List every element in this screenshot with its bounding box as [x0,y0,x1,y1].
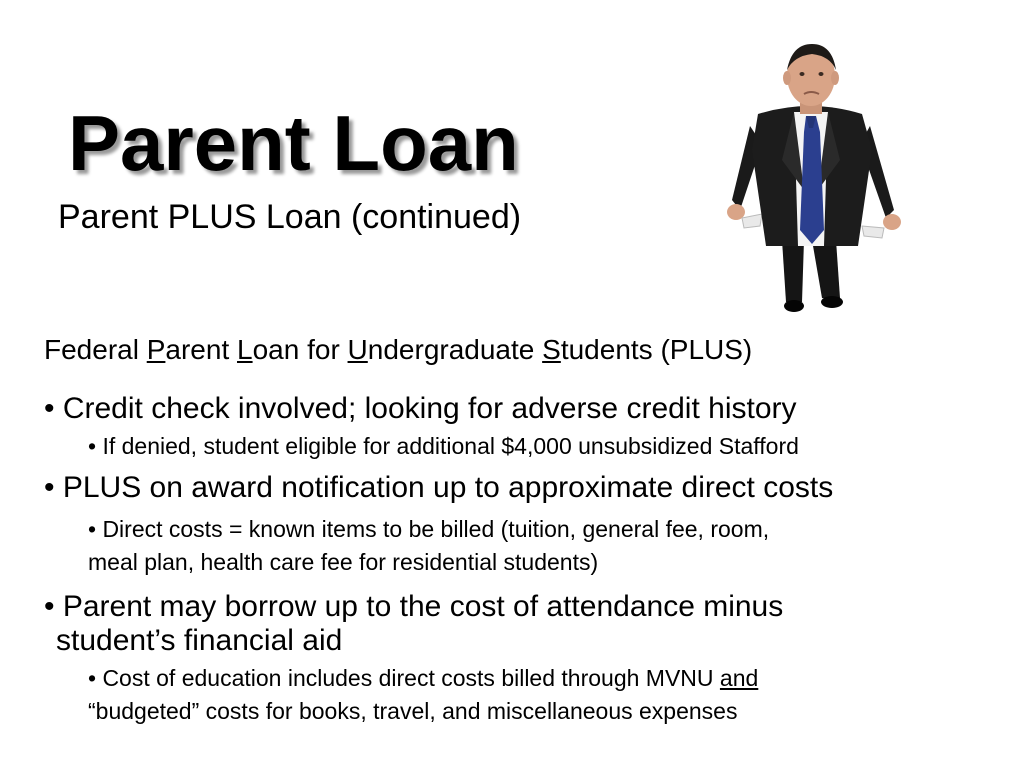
heading-letter-u: U [347,334,368,365]
sub-bullet-line: meal plan, health care fee for residential students) [88,549,599,575]
sub-bullet-text: • Cost of education includes direct costs billed through MVNU [88,665,720,691]
sub-bullet-denied: • If denied, student eligible for additional $4,000 unsubsidized Stafford [88,433,799,459]
bullet-credit-check: • Credit check involved; looking for adverse credit history [44,392,797,425]
bullet-plus-award: • PLUS on award notification up to approximate direct costs [44,471,834,504]
slide-subtitle: Parent PLUS Loan (continued) [58,198,522,236]
bullet-line: • Parent may borrow up to the cost of attendance minus [44,590,784,623]
sub-bullet-line: “budgeted” costs for books, travel, and miscellaneous expenses [88,698,738,724]
heading-text: oan for [252,334,348,365]
heading-text: tudents (PLUS) [560,334,753,365]
heading-text: ndergraduate [367,334,543,365]
bullet-line: student’s financial aid [56,624,343,657]
sub-bullet-and: and [719,665,759,691]
bullet-borrow-limit [44,590,783,658]
sub-bullet-line [88,662,758,695]
sub-bullet-direct-costs [88,513,769,579]
section-heading [44,334,752,366]
heading-letter-p: P [146,334,166,365]
heading-letter-l: L [237,334,253,365]
businessman-image [712,40,908,322]
heading-letter-s: S [542,334,561,365]
heading-text: arent [165,334,238,365]
sub-bullet-cost-of-education [88,662,758,728]
slide-title: Parent Loan [68,99,519,187]
heading-text: Federal [44,334,147,365]
sub-bullet-line: • Direct costs = known items to be billed (tuition, general fee, room, [88,516,770,542]
